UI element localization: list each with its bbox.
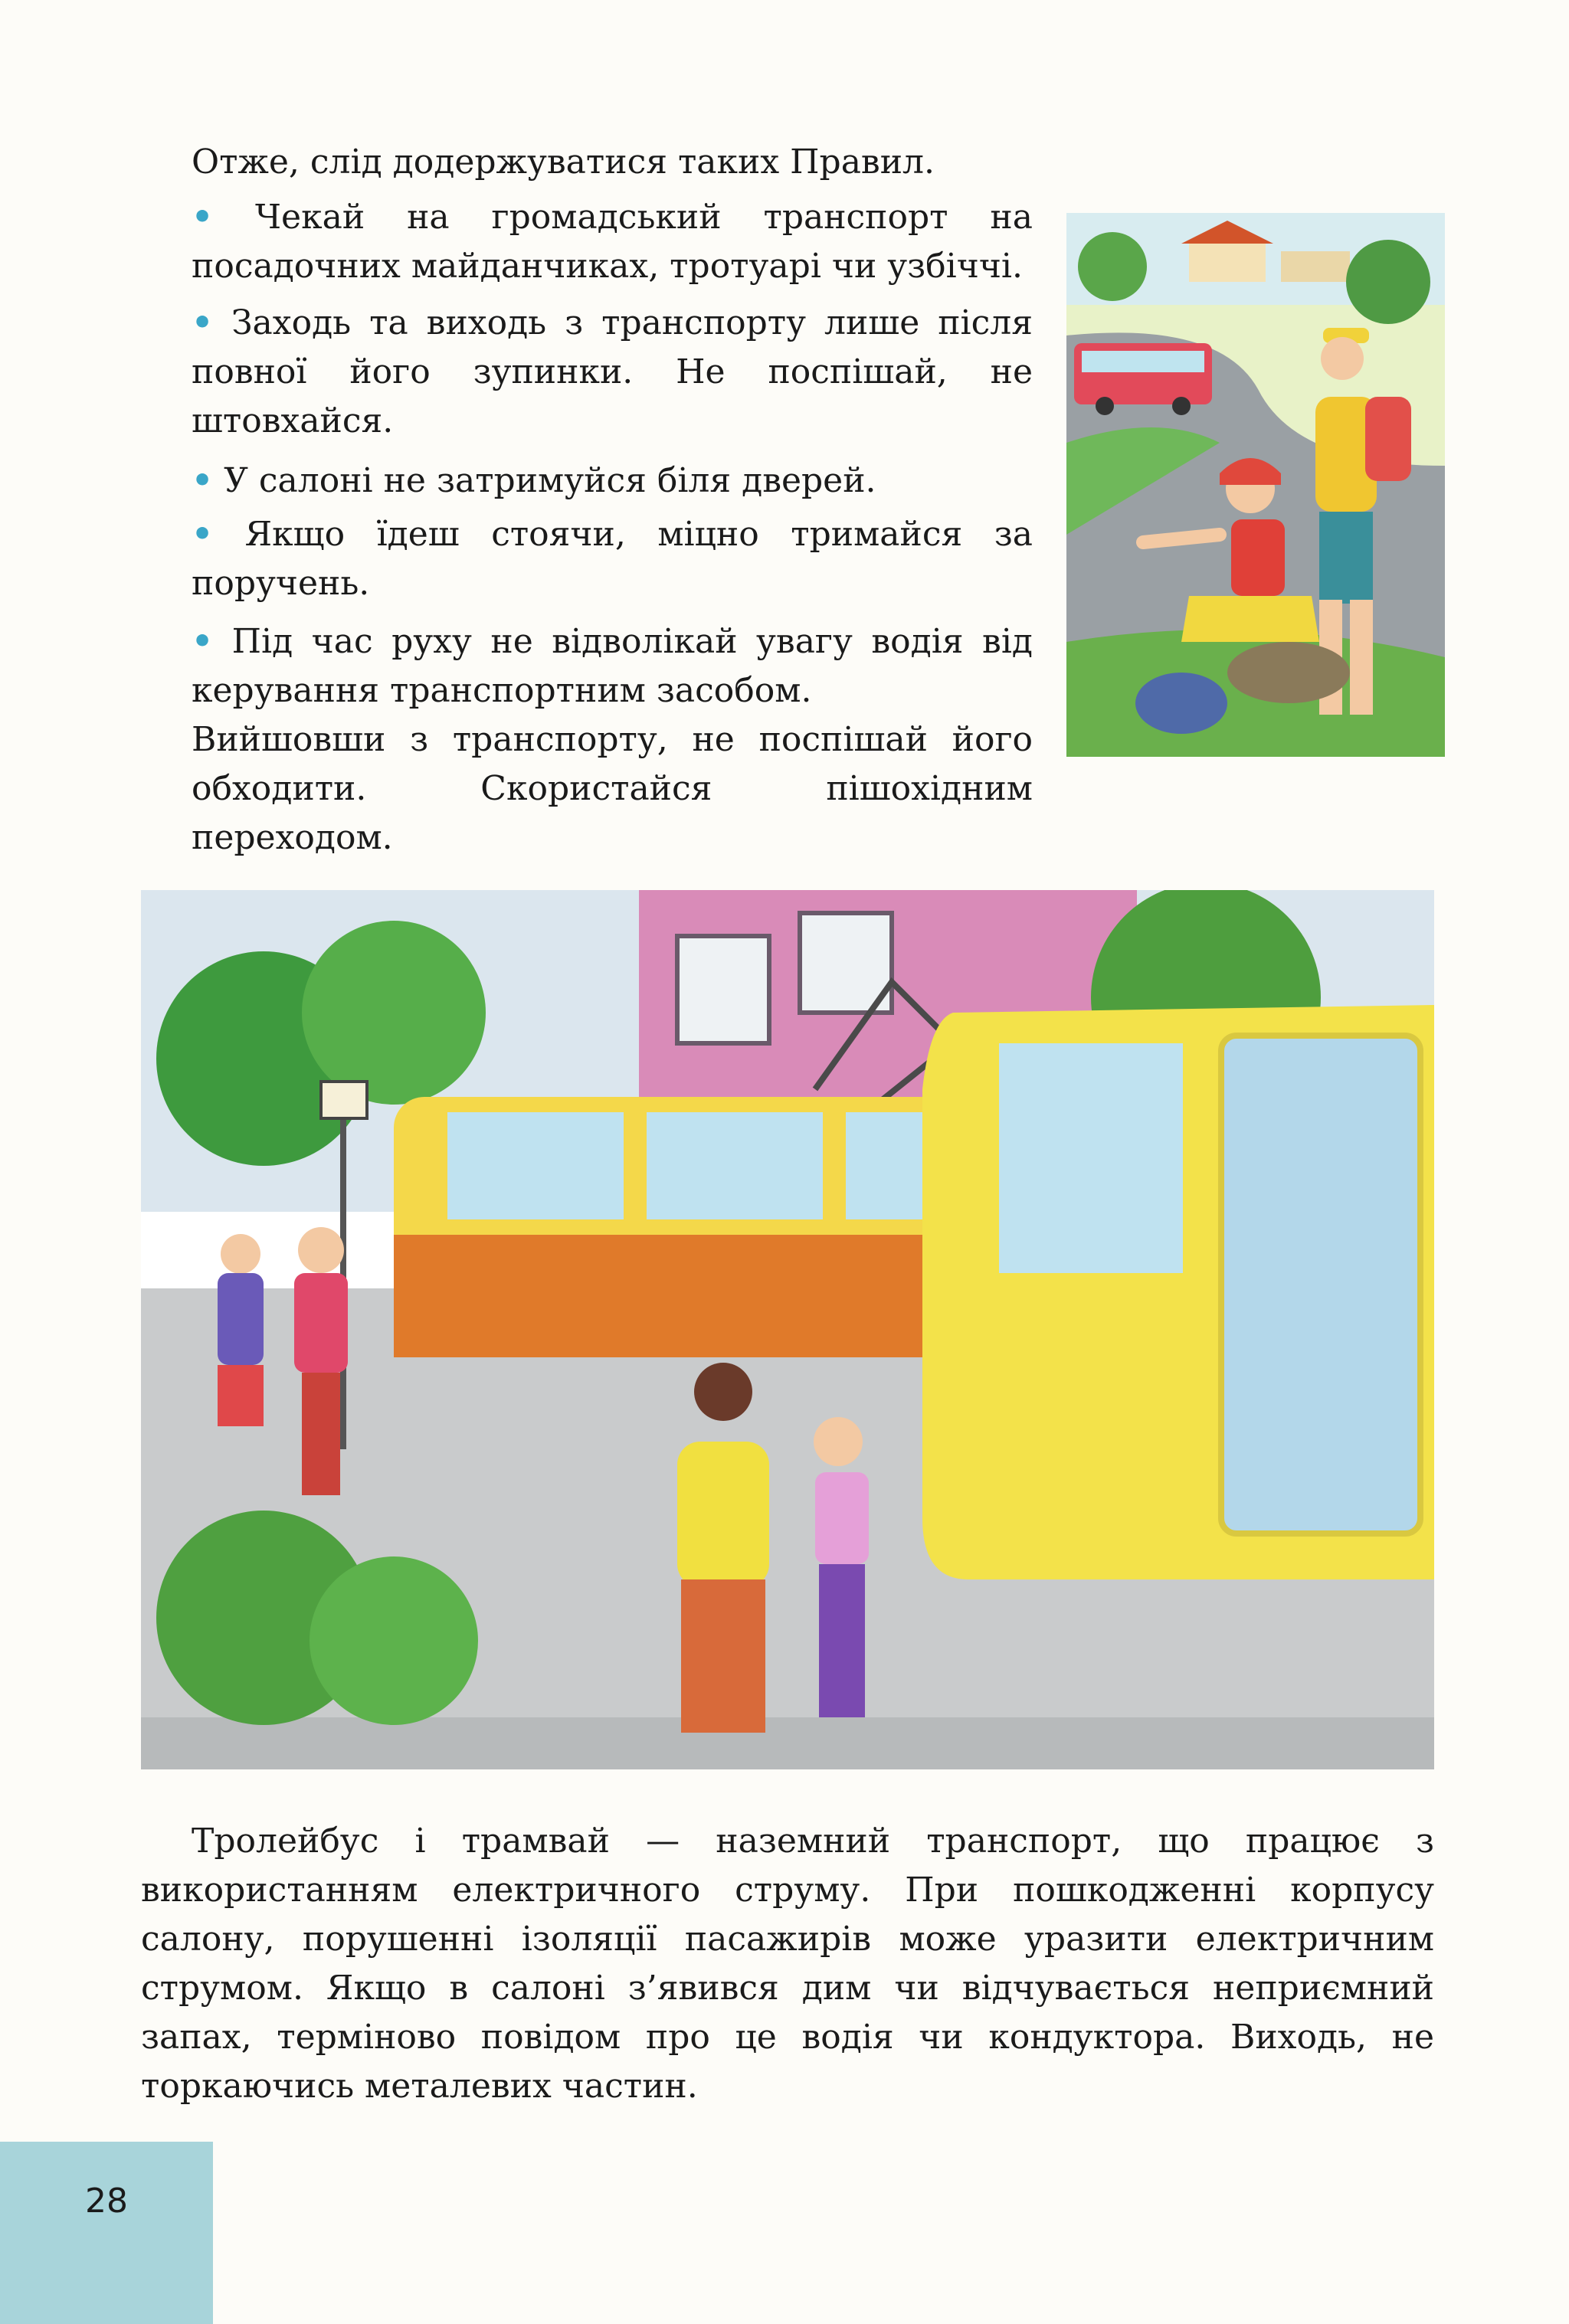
page-number: 28 (85, 2182, 128, 2221)
rule-item (192, 193, 1033, 291)
rule-item (192, 457, 1033, 506)
rule-item (192, 299, 1033, 446)
bullet-icon: • (192, 515, 214, 554)
page-number-tab (0, 2142, 213, 2324)
rule-item (192, 510, 1033, 608)
rule-text: Під час руху не відволікай увагу водія від керування транспортним засобом. (192, 622, 1033, 710)
bullet-icon: • (192, 198, 214, 237)
after-rules-text: Вийшовши з транспорту, не поспішай його обходити. Скористайся пішохідним переходом. (192, 720, 1033, 857)
rule-text: Якщо їдеш стоячи, міцно тримайся за поручень. (192, 515, 1033, 603)
bullet-icon: • (192, 303, 214, 342)
bottom-paragraph: Тролейбус і трамвай — наземний транспорт, що працює з використанням електричного струму. При пошкодженні корпусу салону, порушенні ізоляції пасажирів може уразити електричним струмом. Якщо в салоні з’явився дим чи відчувається неприємний запах, терміново повідом про це водія чи кондуктора. Виходь, не торкаючись металевих частин. (141, 1822, 1434, 2106)
rule-text: Заходь та виходь з транспорту лише після повної його зупинки. Не поспішай, не штовхайся. (192, 303, 1033, 440)
rule-item (192, 617, 1033, 715)
intro-text: Отже, слід додержуватися таких Правил. (192, 142, 935, 182)
bullet-icon: • (192, 461, 214, 500)
rule-text: У салоні не затримуйся біля дверей. (224, 461, 876, 500)
tram-stop-illustration (141, 890, 1434, 1769)
bullet-icon: • (192, 622, 214, 661)
rule-text: Чекай на громадський транспорт на посадочних майданчиках, тротуарі чи узбіччі. (192, 198, 1033, 286)
hikers-illustration (1066, 213, 1445, 757)
